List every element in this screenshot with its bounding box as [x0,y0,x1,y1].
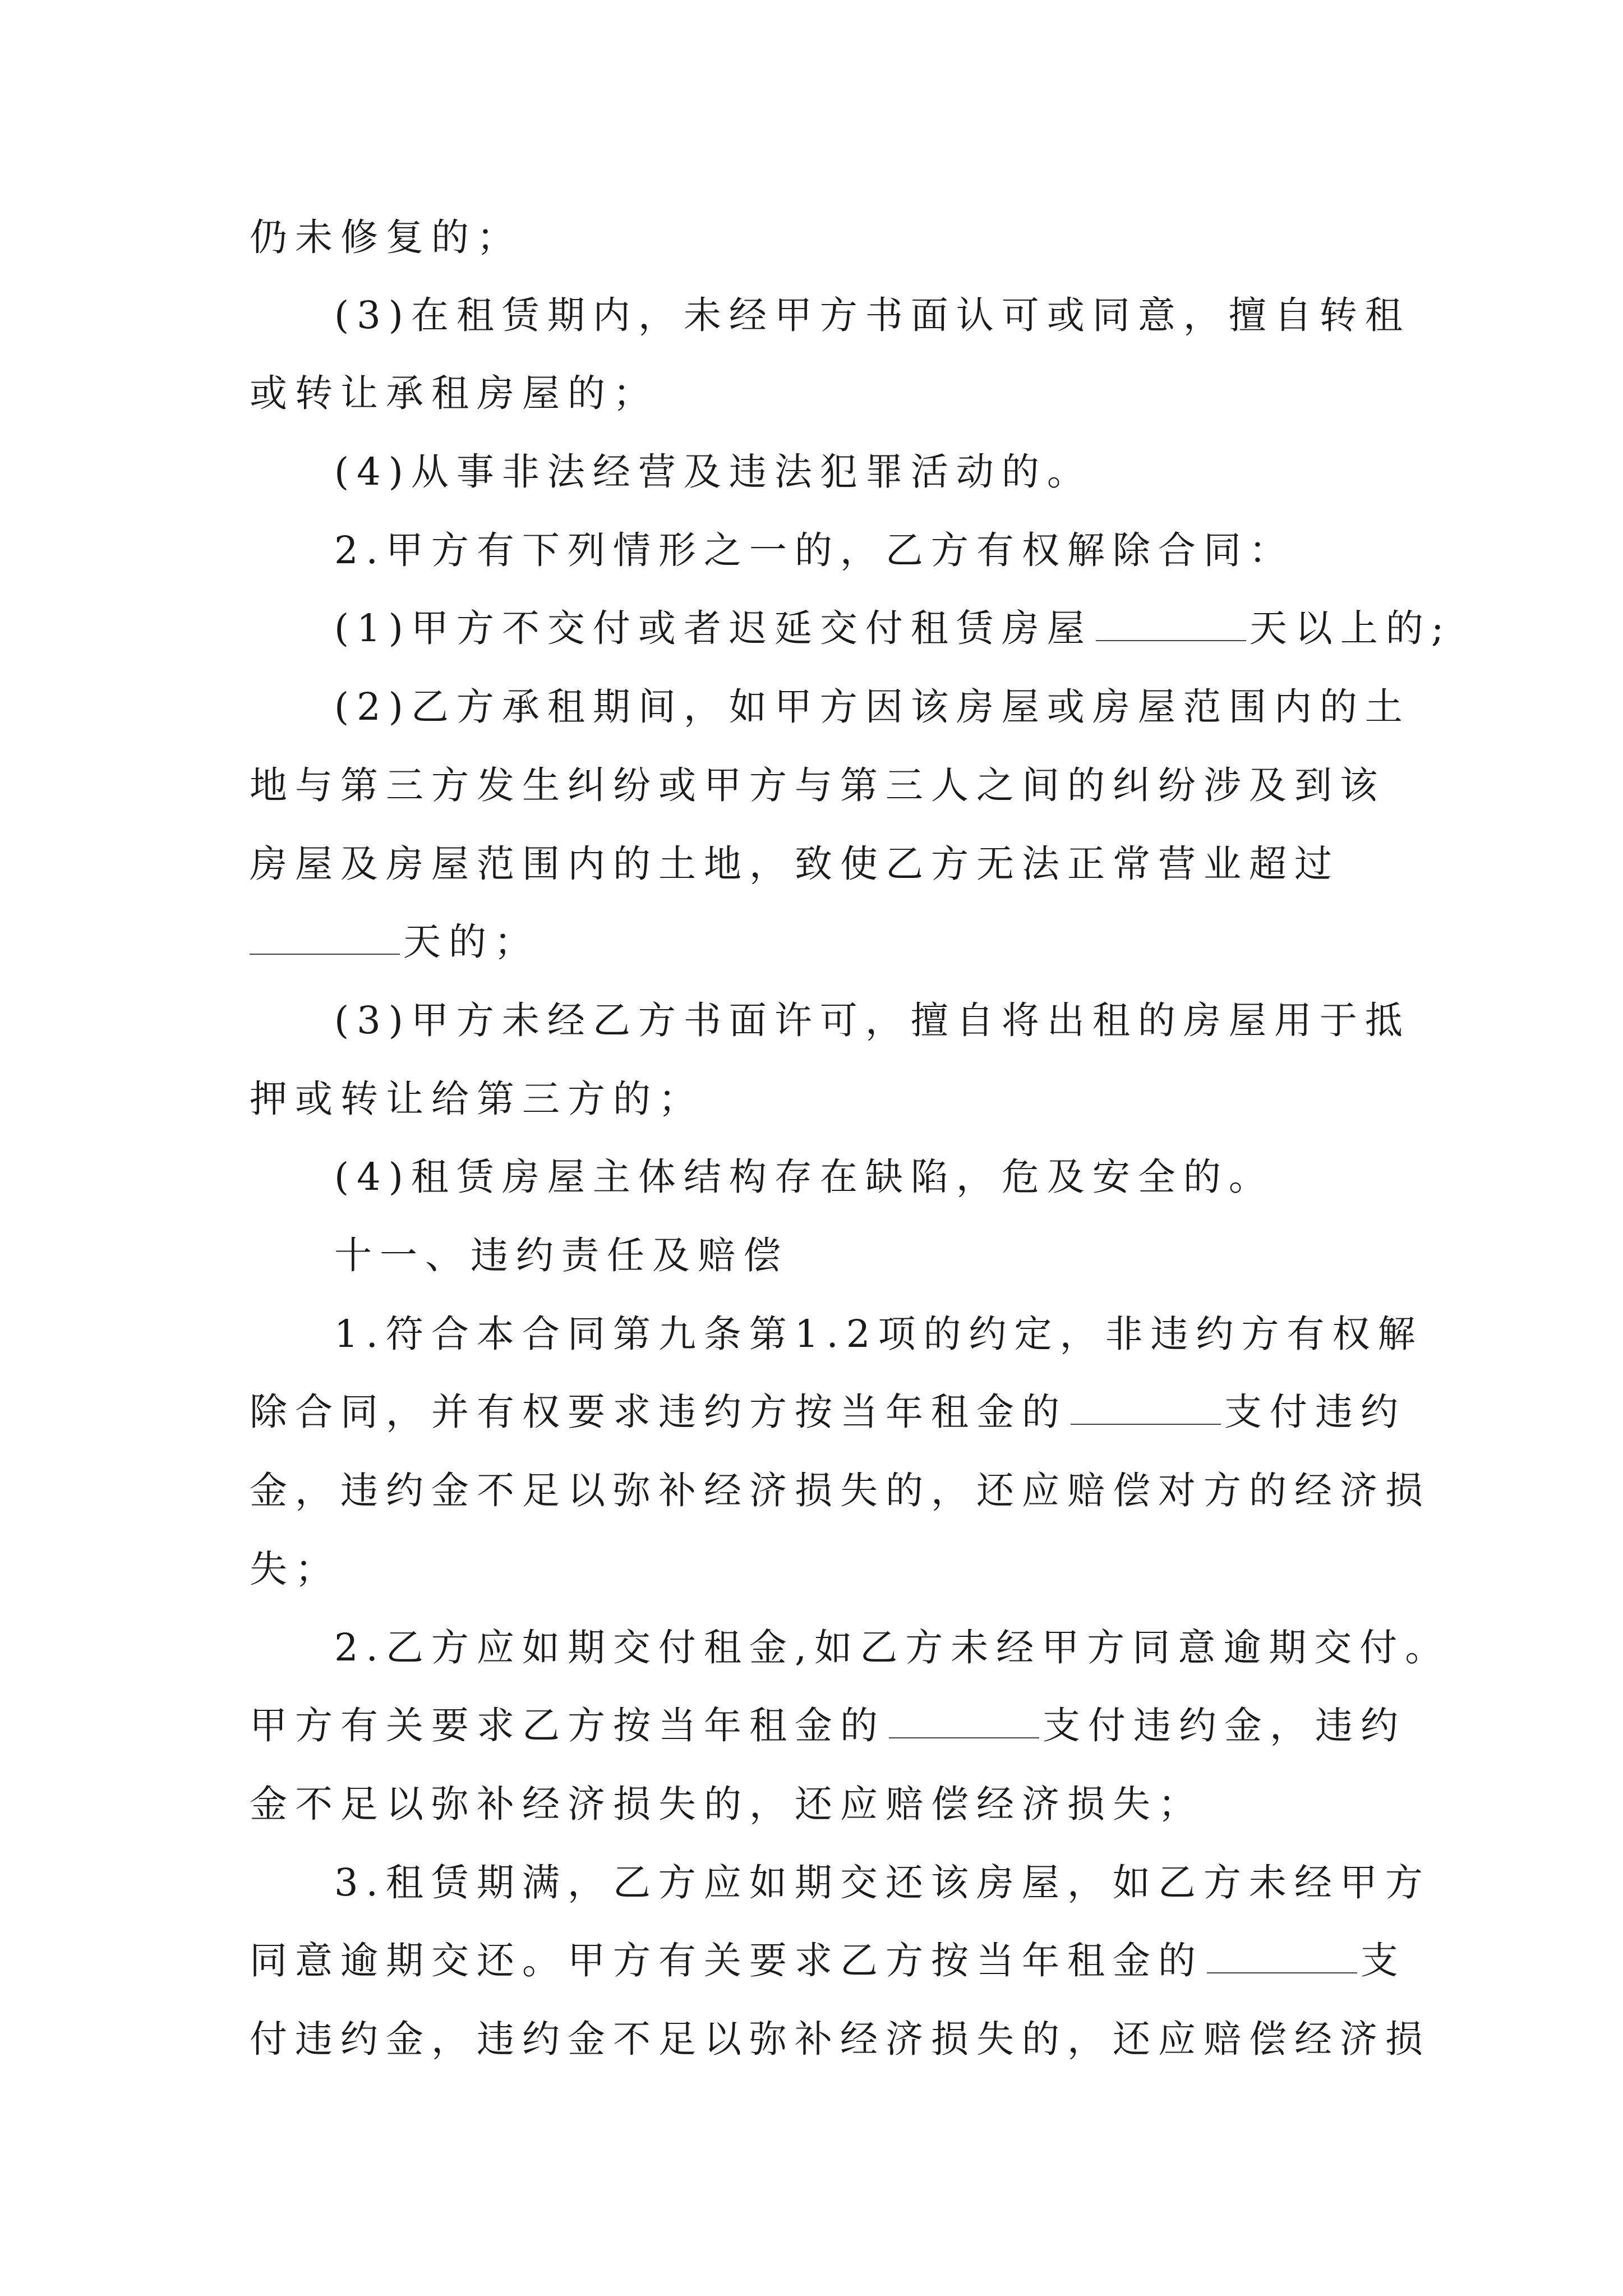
fill-in-blank [1096,606,1246,641]
text-line: 甲方有关要求乙方按当年租金的 支付违约金，违约 [250,1704,1406,1747]
text-line: 2.乙方应如期交付租金,如乙方未经甲方同意逾期交付。 [334,1626,1451,1669]
text-line: 2.甲方有下列情形之一的，乙方有权解除合同： [334,528,1294,572]
text-line: 金，违约金不足以弥补经济损失的，还应赔偿对方的经济损 [250,1469,1431,1512]
text-line: 付违约金，违约金不足以弥补经济损失的，还应赔偿经济损 [250,2017,1431,2061]
text-line: 房屋及房屋范围内的土地，致使乙方无法正常营业超过 [250,842,1340,886]
fill-in-blank [889,1704,1039,1738]
text-line: 3.租赁期满，乙方应如期交还该房屋，如乙方未经甲方 [334,1861,1431,1904]
text-line: 押或转让给第三方的； [250,1077,704,1121]
text-line: 或转让承租房屋的； [250,371,658,415]
text-line: 同意逾期交还。甲方有关要求乙方按当年租金的 支 [250,1939,1406,1982]
text-line: 金不足以弥补经济损失的，还应赔偿经济损失； [250,1782,1204,1826]
fill-in-blank [1207,1939,1357,1973]
text-line: (1)甲方不交付或者迟延交付租赁房屋 天以上的; [334,606,1452,650]
fill-in-blank [250,920,400,955]
text-line: (4)从事非法经营及违法犯罪活动的。 [334,450,1092,494]
fill-in-blank [1071,1390,1221,1425]
text-line: (3)甲方未经乙方书面许可，擅自将出租的房屋用于抵 [334,999,1410,1042]
text-line: 1.符合本合同第九条第1.2项的约定，非违约方有权解 [334,1312,1423,1356]
text-line: 除合同，并有权要求违约方按当年租金的 支付违约 [250,1390,1406,1434]
text-line: (2)乙方承租期间，如甲方因该房屋或房屋范围内的土 [334,685,1410,729]
text-line: 地与第三方发生纠纷或甲方与第三人之间的纠纷涉及到该 [250,763,1385,807]
section-heading: 十一、违约责任及赔偿 [334,1234,789,1277]
text-line: (3)在租赁期内，未经甲方书面认可或同意，擅自转租 [334,293,1410,337]
text-line: 仍未修复的； [250,215,522,259]
text-line: 失； [250,1547,340,1591]
text-line: (4)租赁房屋主体结构存在缺陷，危及安全的。 [334,1155,1274,1199]
text-line: 天的； [250,919,540,964]
